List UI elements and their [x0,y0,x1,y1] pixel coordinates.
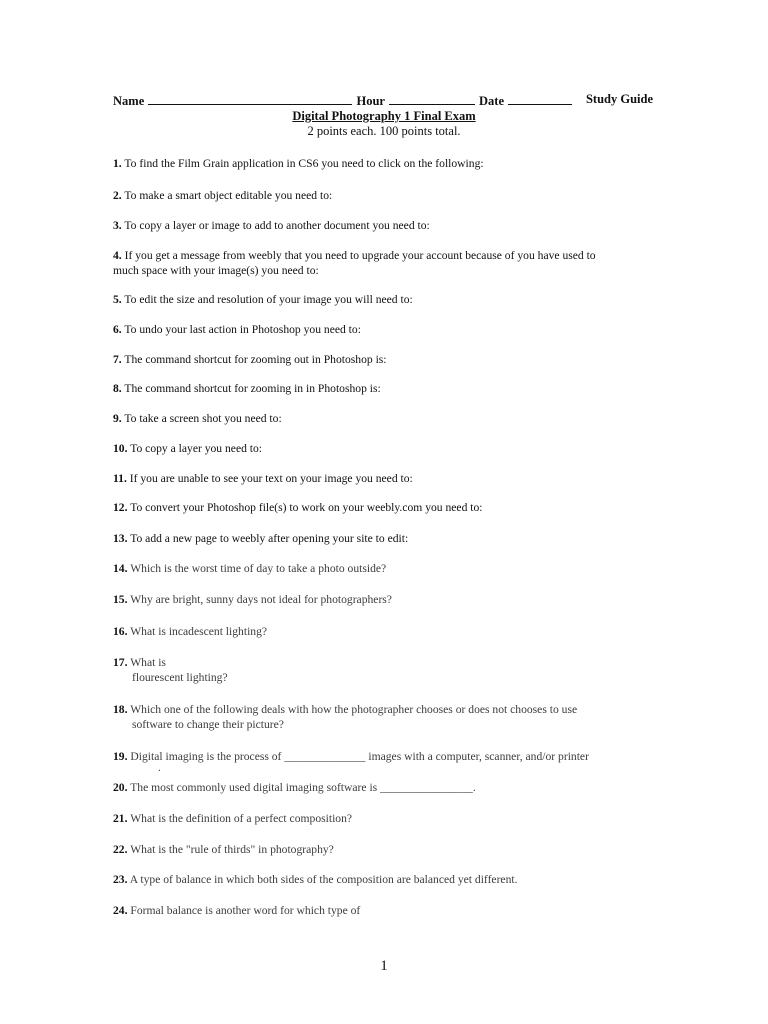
question-text: To find the Film Grain application in CS6 you need to click on the following: [124,157,484,170]
question-17 [113,655,658,685]
question-number: 13. [113,532,128,545]
question-text: Which one of the following deals with how the photographer chooses or does not chooses to use [130,703,578,716]
question-text: If you are unable to see your text on your image you need to: [129,472,413,485]
points-note: 2 points each. 100 points total. [307,124,461,138]
question-24 [113,903,658,918]
question-18 [113,702,658,732]
question-16 [113,624,658,639]
question-12 [113,500,658,515]
question-number: 5. [113,293,122,306]
question-number: 16. [113,625,128,638]
hour-label: Hour [356,94,385,108]
question-number: 8. [113,382,122,395]
hour-blank [389,92,475,105]
question-text: To make a smart object editable you need to: [124,189,333,202]
question-text: The most commonly used digital imaging software is ________________. [130,781,476,794]
question-text: To undo your last action in Photoshop you need to: [124,323,361,336]
question-number: 7. [113,353,122,366]
page-number: 1 [380,958,388,974]
question-1 [113,156,658,171]
study-guide-label: Study Guide [585,92,653,106]
question-4 [113,248,658,278]
question-2 [113,188,658,203]
question-text: The command shortcut for zooming in in Photoshop is: [124,382,381,395]
question-text: To edit the size and resolution of your image you will need to: [124,293,413,306]
question-text: What is the definition of a perfect composition? [130,812,353,825]
question-14 [113,561,658,576]
question-number: 10. [113,442,128,455]
question-text: To convert your Photoshop file(s) to work on your weebly.com you need to: [130,501,483,514]
question-number: 24. [113,904,128,917]
question-5 [113,292,658,307]
question-text: What is incadescent lighting? [130,625,268,638]
question-number: 22. [113,843,128,856]
question-number: 23. [113,873,128,886]
question-text: A type of balance in which both sides of the composition are balanced yet different. [129,873,518,886]
question-text: Which is the worst time of day to take a photo outside? [130,562,387,575]
question-text: To copy a layer you need to: [130,442,263,455]
question-3 [113,218,658,233]
question-7 [113,352,658,367]
question-number: 20. [113,781,128,794]
question-number: 14. [113,562,128,575]
question-number: 9. [113,412,122,425]
question-text-cont: . [158,761,161,774]
question-text: To copy a layer or image to add to another document you need to: [124,219,430,232]
question-text: Digital imaging is the process of ______________ images with a computer, scanner, and/or printer [130,750,589,763]
question-text: Formal balance is another word for which type of [130,904,361,917]
question-11 [113,471,658,486]
question-number: 4. [113,249,122,262]
question-number: 1. [113,157,122,170]
question-15 [113,592,658,607]
question-text: If you get a message from weebly that you need to upgrade your account because of you have used to [124,249,596,262]
name-label: Name [113,94,145,108]
question-text: Why are bright, sunny days not ideal for photographers? [130,593,392,606]
question-number: 11. [113,472,127,485]
question-text: What is [130,656,166,669]
question-9 [113,411,658,426]
question-text-cont: flourescent lighting? [132,671,228,684]
question-number: 6. [113,323,122,336]
question-6 [113,322,658,337]
header-row [113,92,653,109]
question-number: 17. [113,656,128,669]
question-13 [113,531,658,546]
date-label: Date [479,94,504,108]
question-text: The command shortcut for zooming out in Photoshop is: [124,353,387,366]
question-number: 21. [113,812,128,825]
question-number: 12. [113,501,128,514]
name-blank [148,92,352,105]
question-19 [113,749,658,772]
question-22 [113,842,658,857]
question-text: To take a screen shot you need to: [124,412,282,425]
question-number: 19. [113,750,128,763]
question-20 [113,780,658,795]
question-text: What is the "rule of thirds" in photography? [130,843,334,856]
question-21 [113,811,658,826]
question-23 [113,872,658,887]
question-10 [113,441,658,456]
question-number: 15. [113,593,128,606]
question-number: 3. [113,219,122,232]
exam-title: Digital Photography 1 Final Exam [292,109,476,123]
question-8 [113,381,658,396]
question-text-cont: much space with your image(s) you need to: [113,264,319,277]
question-number: 18. [113,703,128,716]
question-text: To add a new page to weebly after opening your site to edit: [130,532,409,545]
question-number: 2. [113,189,122,202]
question-text-cont: software to change their picture? [132,718,284,731]
date-blank [508,92,572,105]
